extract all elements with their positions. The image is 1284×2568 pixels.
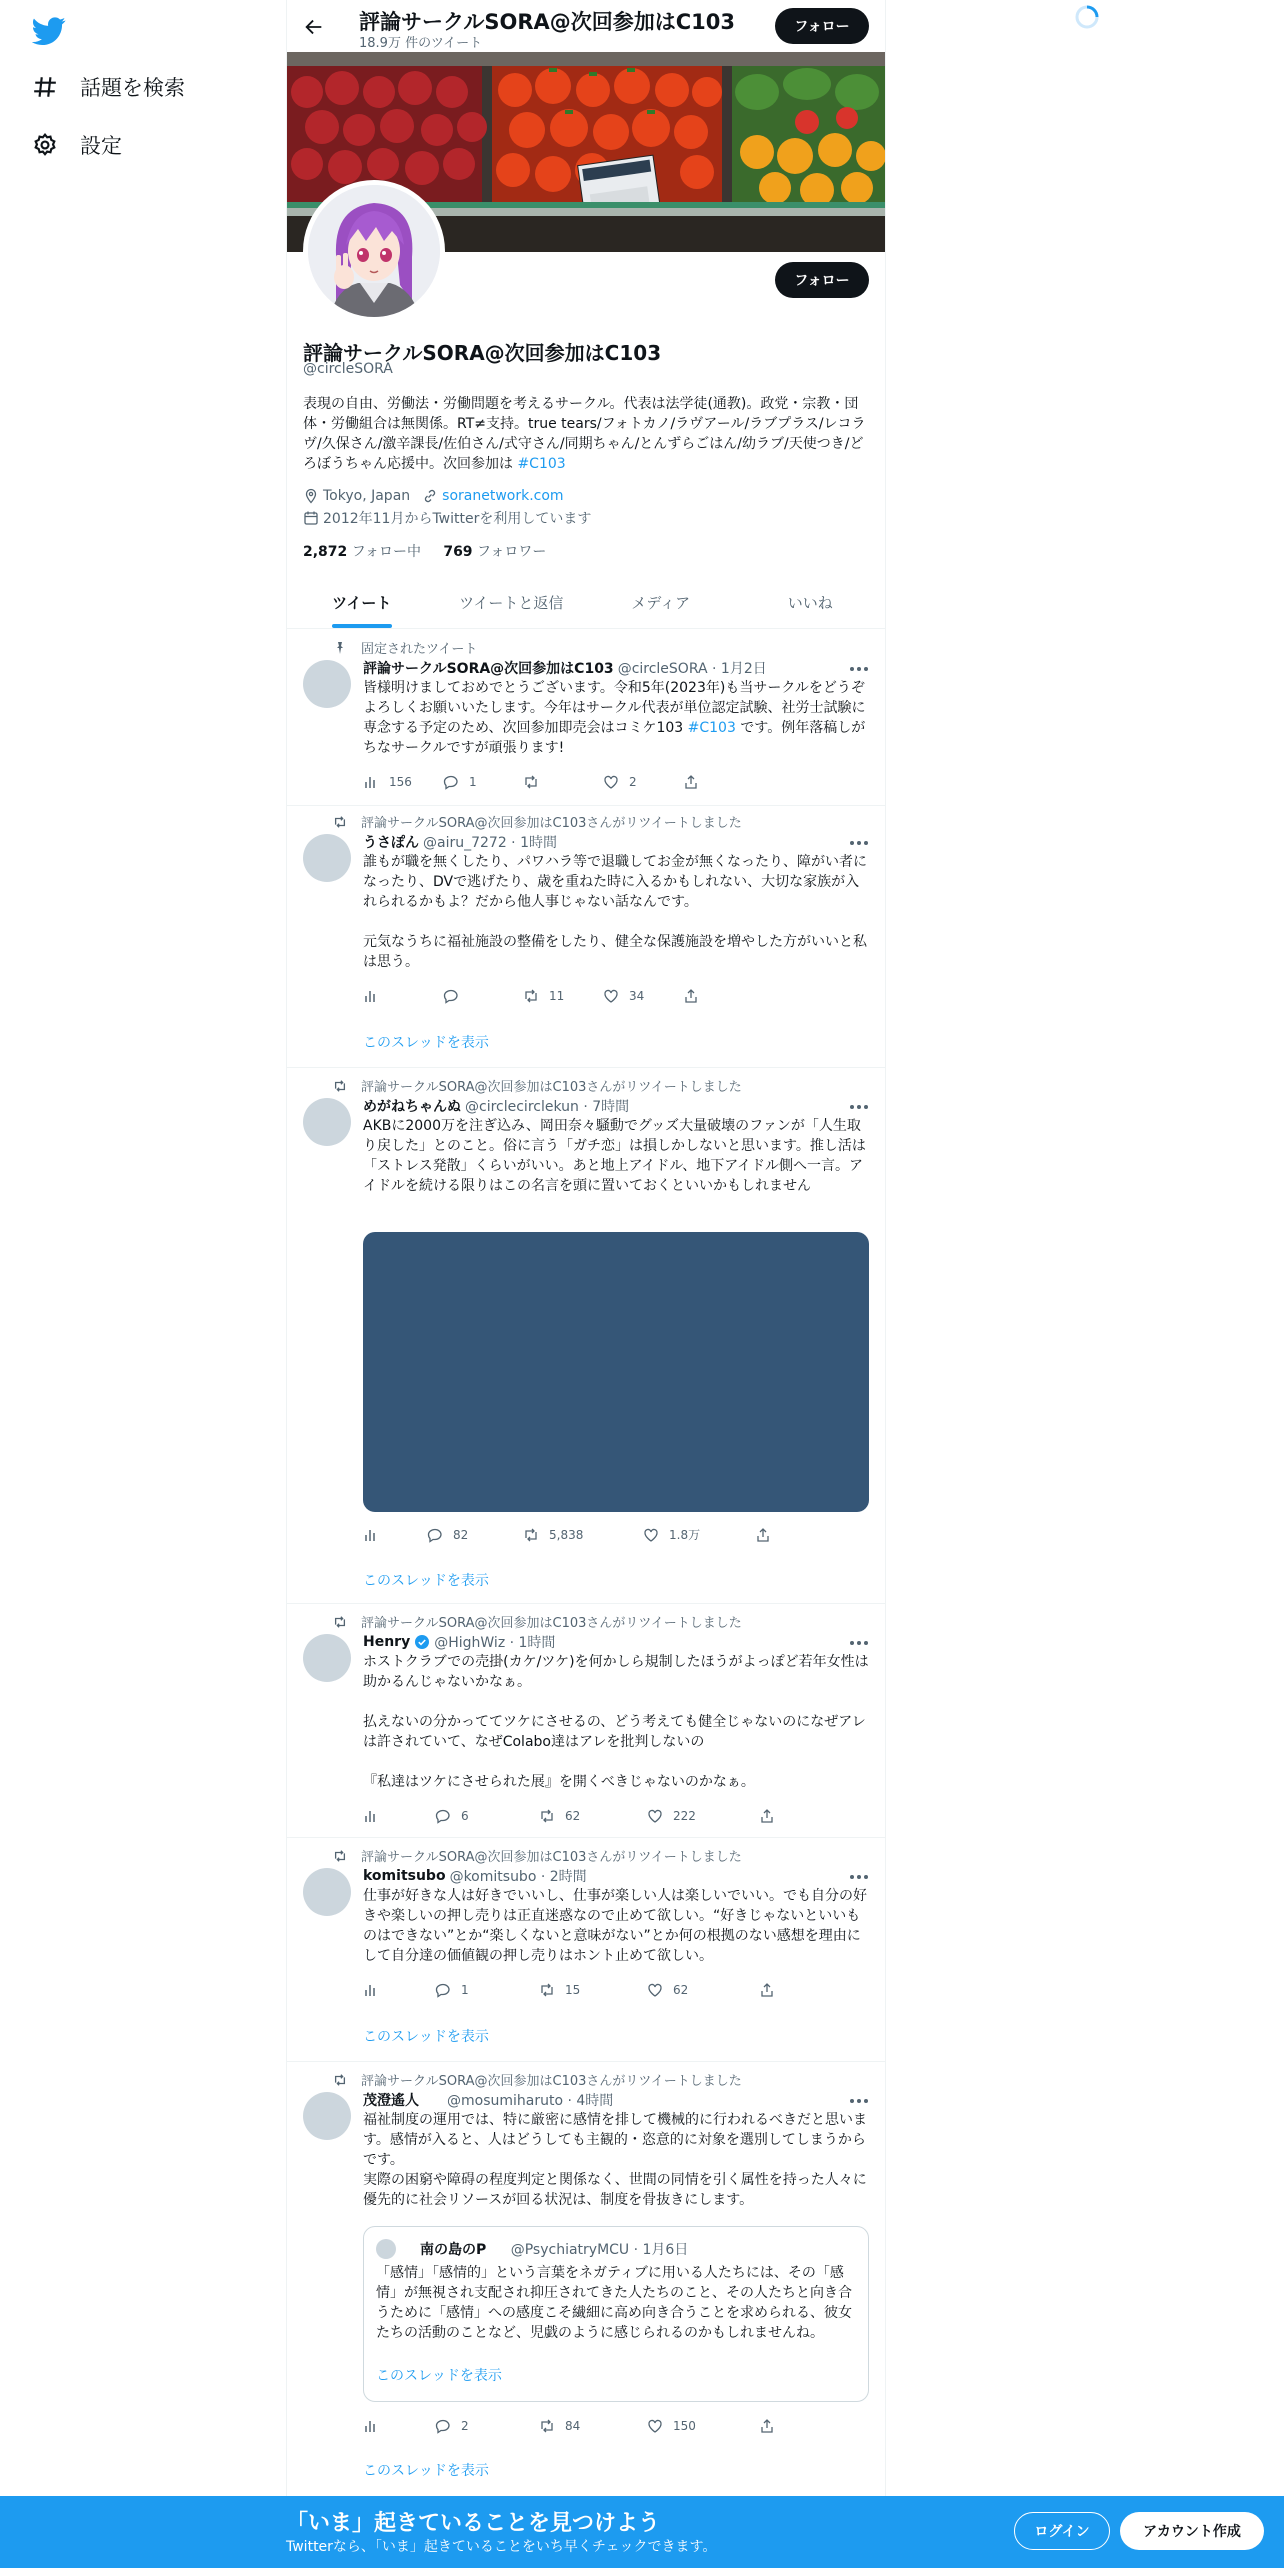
- share-icon: [683, 988, 699, 1004]
- followers-link[interactable]: [443, 544, 546, 560]
- retweet-count: 84: [565, 2419, 581, 2433]
- tweet-header: [363, 1866, 587, 1886]
- reply-count: 1: [469, 775, 477, 789]
- share-icon: [759, 1982, 775, 1998]
- show-thread-link[interactable]: このスレッドを表示: [363, 2463, 489, 2479]
- nav-settings[interactable]: [32, 125, 122, 165]
- retweet-count: 62: [565, 1809, 581, 1823]
- tweet-author-meta: @circlecirclekun · 7時間: [465, 1099, 630, 1115]
- tweet-author-name[interactable]: komitsubo: [363, 1868, 446, 1884]
- pin-icon: [333, 641, 347, 655]
- like-count: 2: [629, 775, 637, 789]
- following-count: 2,872: [303, 544, 348, 560]
- heart-icon: [603, 774, 619, 790]
- reply-button[interactable]: [443, 988, 523, 1004]
- retweet-count: 5,838: [549, 1527, 584, 1542]
- calendar-icon: [303, 510, 319, 526]
- profile-follow-button[interactable]: フォロー: [775, 262, 869, 298]
- tweet-context-text: 評論サークルSORA@次回参加はC103さんがリツイートしました: [361, 816, 742, 831]
- reply-count: 1: [461, 1983, 469, 1997]
- gear-icon: [32, 132, 58, 158]
- heart-icon: [603, 988, 619, 1004]
- more-options-icon[interactable]: [849, 1874, 869, 1880]
- quote-avatar: [376, 2239, 396, 2259]
- header-title: 評論サークルSORA@次回参加はC103: [359, 10, 736, 34]
- like-button[interactable]: [643, 1526, 755, 1543]
- main-column: [286, 0, 886, 2500]
- share-button[interactable]: [759, 2418, 785, 2434]
- like-button[interactable]: [647, 2418, 759, 2434]
- reply-icon: [443, 774, 459, 790]
- tweet-context-text: 評論サークルSORA@次回参加はC103さんがリツイートしました: [361, 1080, 742, 1095]
- tweet-author-name[interactable]: うさぽん: [363, 835, 419, 851]
- views-button[interactable]: [363, 1527, 427, 1543]
- show-thread-link[interactable]: このスレッドを表示: [363, 2029, 489, 2045]
- tab-tweets[interactable]: ツイート: [287, 576, 437, 628]
- tweet-actions: [363, 1526, 781, 1543]
- tweet-actions: [363, 774, 709, 790]
- tweet-text-part: です。例年落稿しがちなサークルですが頑張ります!: [363, 720, 866, 756]
- tweet-context: [333, 1846, 742, 1865]
- tweet-item[interactable]: [287, 2062, 885, 2496]
- tweet-author-name[interactable]: 評論サークルSORA@次回参加はC103: [363, 661, 614, 677]
- quoted-tweet[interactable]: [363, 2226, 869, 2402]
- more-options-icon[interactable]: [849, 1640, 869, 1646]
- share-button[interactable]: [683, 988, 709, 1004]
- views-button[interactable]: [363, 1982, 435, 1998]
- tweet-author-meta: @airu_7272 · 1時間: [423, 835, 557, 851]
- retweet-icon: [539, 1808, 555, 1824]
- tab-likes[interactable]: いいね: [787, 593, 833, 612]
- share-button[interactable]: [683, 774, 709, 790]
- twitter-logo-icon[interactable]: [32, 14, 66, 48]
- retweet-button[interactable]: [523, 774, 603, 790]
- followers-count: 769: [443, 544, 473, 560]
- quote-show-thread-link[interactable]: このスレッドを表示: [376, 2368, 502, 2384]
- tweet-text: AKBに2000万を注ぎ込み、岡田奈々騒動でグッズ大量破壊のファンが「人生取り戻した」とのこと。俗に言う「ガチ恋」は損しかしないと思います。推し活は「ストレス発散」くらいがいい。あと地上アイドル、地下アイドル側へ一言。アイドルを続ける限りはこの名言を頭に置いておくといいかもしれません: [363, 1118, 866, 1194]
- retweet-icon: [539, 1982, 555, 1998]
- like-button[interactable]: [647, 1982, 759, 1998]
- share-icon: [759, 1808, 775, 1824]
- tweet-actions: [363, 988, 709, 1004]
- more-options-icon[interactable]: [849, 2098, 869, 2104]
- retweet-icon: [539, 2418, 555, 2434]
- profile-website[interactable]: soranetwork.com: [442, 488, 564, 504]
- avatar[interactable]: [303, 1098, 351, 1146]
- tweet-context: [333, 2070, 742, 2089]
- link-icon: [422, 488, 438, 504]
- profile-joined: 2012年11月からTwitterを利用しています: [323, 511, 592, 527]
- location-pin-icon: [303, 488, 319, 504]
- tweet-text: [363, 678, 869, 758]
- tweet-text: ホストクラブでの売掛(カケ/ツケ)を何かしら規制したほうがよっぽど若年女性は助かるんじゃないかなぁ。 払えないの分かっててツケにさせるの、どう考えても健全じゃないのになぜアレは許されていて、なぜColabo達はアレを批判しないの 『私達はツケにさせられた展』を開くべきじゃないのかなぁ。: [363, 1654, 869, 1790]
- retweet-icon: [333, 815, 347, 829]
- profile-bio-hashtag[interactable]: #C103: [517, 456, 566, 472]
- tweet-author-meta: @HighWiz · 1時間: [434, 1635, 556, 1651]
- tweet-author-meta: @komitsubo · 2時間: [449, 1869, 587, 1885]
- tweet-media[interactable]: [363, 1232, 869, 1512]
- tweet-context: [333, 812, 742, 831]
- tweet-header: [363, 2090, 613, 2110]
- following-label: フォロー中: [351, 544, 422, 560]
- views-icon: [363, 988, 379, 1004]
- tweet-header: [363, 1096, 629, 1116]
- profile-meta-row: [303, 488, 564, 504]
- like-count: 150: [673, 2419, 696, 2433]
- avatar[interactable]: [303, 834, 351, 882]
- left-nav: [0, 0, 286, 2500]
- tweet-item[interactable]: [287, 1068, 885, 1604]
- reply-icon: [427, 1527, 443, 1543]
- share-button[interactable]: [755, 1527, 781, 1543]
- tweet-text: 誰もが職を無くしたり、パワハラ等で退職してお金が無くなったり、障がい者になったり、DVで逃げたり、歳を重ねた時に入るかもしれない、大切な家族が入れられるかもよ？だから他人事じゃない話なんです。 元気なうちに福祉施設の整備をしたり、健全な保護施設を増やした方がいいと私は思う。: [363, 854, 867, 970]
- retweet-icon: [333, 1849, 347, 1863]
- tweet-author-meta: @mosumiharuto · 4時間: [447, 2093, 614, 2109]
- profile-name: 評論サークルSORA@次回参加はC103: [303, 341, 662, 365]
- nav-explore[interactable]: [32, 67, 185, 107]
- views-icon: [363, 2418, 379, 2434]
- tweet-author-name[interactable]: めがねちゃんぬ: [363, 1099, 461, 1115]
- signup-banner: [0, 2496, 1284, 2568]
- views-count: 156: [389, 775, 412, 789]
- back-arrow-icon[interactable]: [303, 16, 325, 38]
- retweet-icon: [523, 774, 539, 790]
- show-thread-link[interactable]: このスレッドを表示: [363, 1035, 489, 1051]
- share-icon: [683, 774, 699, 790]
- heart-icon: [647, 2418, 663, 2434]
- more-options-icon[interactable]: [849, 840, 869, 846]
- like-button[interactable]: [603, 988, 683, 1004]
- header-follow-button[interactable]: フォロー: [775, 8, 869, 44]
- heart-icon: [643, 1527, 659, 1543]
- profile-bio: [303, 394, 873, 474]
- profile-joined-row: [303, 508, 591, 528]
- tweet-item[interactable]: [287, 630, 885, 806]
- tweet-text: 仕事が好きな人は好きでいいし、仕事が楽しい人は楽しいでいい。でも自分の好きや楽しいの押し売りは正直迷惑なので止めて欲しい。“好きじゃないといいものはできない”とか“楽しくないと意味がない”とか何の根拠のない感想を理由にして自分達の価値観の押し売りはホント止めて欲しい。: [363, 1888, 867, 1964]
- reply-count: 2: [461, 2419, 469, 2433]
- reply-button[interactable]: [443, 774, 523, 790]
- views-icon: [363, 774, 379, 790]
- nav-explore-label: 話題を検索: [80, 76, 185, 100]
- tweet-actions: [363, 1808, 785, 1824]
- views-button[interactable]: [363, 1808, 435, 1824]
- tweet-text-part: 皆様明けましておめでとうございます。令和5年(2023年)も当サークルをどうぞよろしくお願いいたします。今年はサークル代表が単位認定試験、社労士試験に専念する予定のため、次回参加即売会はコミケ103: [363, 680, 866, 736]
- following-link[interactable]: [303, 544, 421, 560]
- tweet-item[interactable]: [287, 1838, 885, 2062]
- avatar[interactable]: [303, 1868, 351, 1916]
- views-icon: [363, 1808, 379, 1824]
- retweet-icon: [523, 988, 539, 1004]
- reply-icon: [435, 2418, 451, 2434]
- tweet-context-text: 評論サークルSORA@次回参加はC103さんがリツイートしました: [361, 1616, 742, 1631]
- signup-banner-subtitle: Twitterなら、「いま」起きていることをいち早くチェックできます。: [286, 2539, 717, 2555]
- reply-button[interactable]: [435, 1982, 539, 1998]
- reply-button[interactable]: [427, 1527, 523, 1543]
- tweet-context-text: 評論サークルSORA@次回参加はC103さんがリツイートしました: [361, 1850, 742, 1865]
- retweet-button[interactable]: [523, 1527, 643, 1543]
- retweet-count: 11: [549, 989, 565, 1003]
- heart-icon: [647, 1982, 663, 1998]
- like-button[interactable]: [647, 1808, 759, 1824]
- tweet-header: [363, 1632, 555, 1652]
- create-account-button[interactable]: アカウント作成: [1120, 2512, 1264, 2550]
- nav-settings-label: 設定: [80, 134, 122, 158]
- like-count: 34: [629, 989, 645, 1003]
- avatar[interactable]: [303, 1634, 351, 1682]
- reply-button[interactable]: [435, 1808, 539, 1824]
- tweet-context-text: 評論サークルSORA@次回参加はC103さんがリツイートしました: [361, 2074, 742, 2089]
- tweet-author-name[interactable]: 茂澄遙人: [363, 2093, 419, 2109]
- verified-badge-icon: [414, 1634, 430, 1650]
- quote-header: [420, 2239, 688, 2259]
- show-thread-link[interactable]: このスレッドを表示: [363, 1573, 489, 1589]
- profile-handle: @circleSORA: [303, 361, 393, 377]
- share-button[interactable]: [759, 1982, 785, 1998]
- views-icon: [363, 1982, 379, 1998]
- tweet-actions: [363, 2418, 785, 2434]
- tweet-context: [333, 1612, 742, 1631]
- share-button[interactable]: [759, 1808, 785, 1824]
- profile-tabs: [287, 576, 885, 629]
- tweet-actions: [363, 1982, 785, 1998]
- views-button[interactable]: [363, 774, 443, 790]
- hashtag-icon: [32, 74, 58, 100]
- tweet-item[interactable]: [287, 806, 885, 1068]
- loading-spinner-icon: [1074, 4, 1100, 30]
- tweet-author-name[interactable]: Henry: [363, 1634, 411, 1650]
- header-tweet-count: 18.9万 件のツイート: [359, 36, 483, 51]
- reply-icon: [443, 988, 459, 1004]
- profile-location: Tokyo, Japan: [323, 488, 411, 504]
- more-options-icon[interactable]: [849, 1104, 869, 1110]
- share-icon: [755, 1527, 771, 1543]
- views-icon: [363, 1527, 379, 1543]
- like-count: 62: [673, 1983, 689, 1997]
- retweet-icon: [333, 2073, 347, 2087]
- retweet-icon: [523, 1527, 539, 1543]
- retweet-button[interactable]: [539, 1982, 647, 1998]
- followers-label: フォロワー: [477, 544, 547, 560]
- reply-count: 82: [453, 1527, 469, 1542]
- tweet-hashtag[interactable]: #C103: [687, 720, 736, 736]
- avatar[interactable]: [303, 2092, 351, 2140]
- login-button[interactable]: ログイン: [1014, 2512, 1110, 2550]
- profile-stats: [303, 541, 546, 561]
- tweet-header: [363, 658, 767, 678]
- quote-author-meta: @PsychiatryMCU · 1月6日: [510, 2242, 689, 2258]
- quote-text: 「感情」「感情的」という言葉をネガティブに用いる人たちには、その「感情」が無視され支配され抑圧されてきた人たちのこと、その人たちと向き合うために「感情」への感度こそ繊細に高め向き合うことを求められる、彼女たちの活動のことなど、児戯のように感じられるのかもしれませんね。: [376, 2265, 852, 2341]
- retweet-icon: [333, 1079, 347, 1093]
- tweet-context: [333, 638, 477, 657]
- reply-icon: [435, 1808, 451, 1824]
- tweet-context: [333, 1076, 742, 1095]
- retweet-icon: [333, 1615, 347, 1629]
- signup-banner-title: 「いま」起きていることを見つけよう: [286, 2511, 661, 2536]
- views-button[interactable]: [363, 988, 443, 1004]
- more-options-icon[interactable]: [849, 666, 869, 672]
- retweet-button[interactable]: [539, 1808, 647, 1824]
- like-button[interactable]: [603, 774, 683, 790]
- heart-icon: [647, 1808, 663, 1824]
- quote-author-name: 南の島のP: [420, 2242, 487, 2258]
- reply-button[interactable]: [435, 2418, 539, 2434]
- reply-count: 6: [461, 1809, 469, 1823]
- tweet-text: 福祉制度の運用では、特に厳密に感情を排して機械的に行われるべきだと思います。感情が入ると、人はどうしても主観的・恣意的に対象を選別してしまうからです。 実際の困窮や障碍の程度判定と関係なく、世間の同情を引く属性を持った人々に優先的に社会リソースが回る状況は、制度を骨抜きにします。: [363, 2112, 867, 2208]
- profile-avatar[interactable]: [303, 180, 445, 322]
- tweet-context-text: 固定されたツイート: [361, 642, 478, 657]
- tweet-item[interactable]: [287, 1604, 885, 1838]
- like-count: 222: [673, 1809, 696, 1823]
- avatar[interactable]: [303, 660, 351, 708]
- tab-media[interactable]: メディア: [631, 593, 691, 612]
- retweet-count: 15: [565, 1983, 581, 1997]
- reply-icon: [435, 1982, 451, 1998]
- tab-tweets-and-replies[interactable]: ツイートと返信: [459, 593, 564, 612]
- share-icon: [759, 2418, 775, 2434]
- profile-bio-text: 表現の自由、労働法・労働問題を考えるサークル。代表は法学徒(通教)。政党・宗教・団体・労働組合は無関係。RT≠支持。true tears/フォトカノ/ラヴアール/ラブプラス/レコラヴ/久保さん/激辛課長/佐伯さん/式守さん/同期ちゃん/とんずらごはん/幼ラブ/天使つき/どろぼうちゃん応援中。次回参加は: [303, 396, 866, 472]
- tweet-author-meta: @circleSORA · 1月2日: [617, 661, 767, 677]
- tweet-header: [363, 832, 557, 852]
- retweet-button[interactable]: [523, 988, 603, 1004]
- retweet-button[interactable]: [539, 2418, 647, 2434]
- like-count: 1.8万: [669, 1528, 701, 1542]
- views-button[interactable]: [363, 2418, 435, 2434]
